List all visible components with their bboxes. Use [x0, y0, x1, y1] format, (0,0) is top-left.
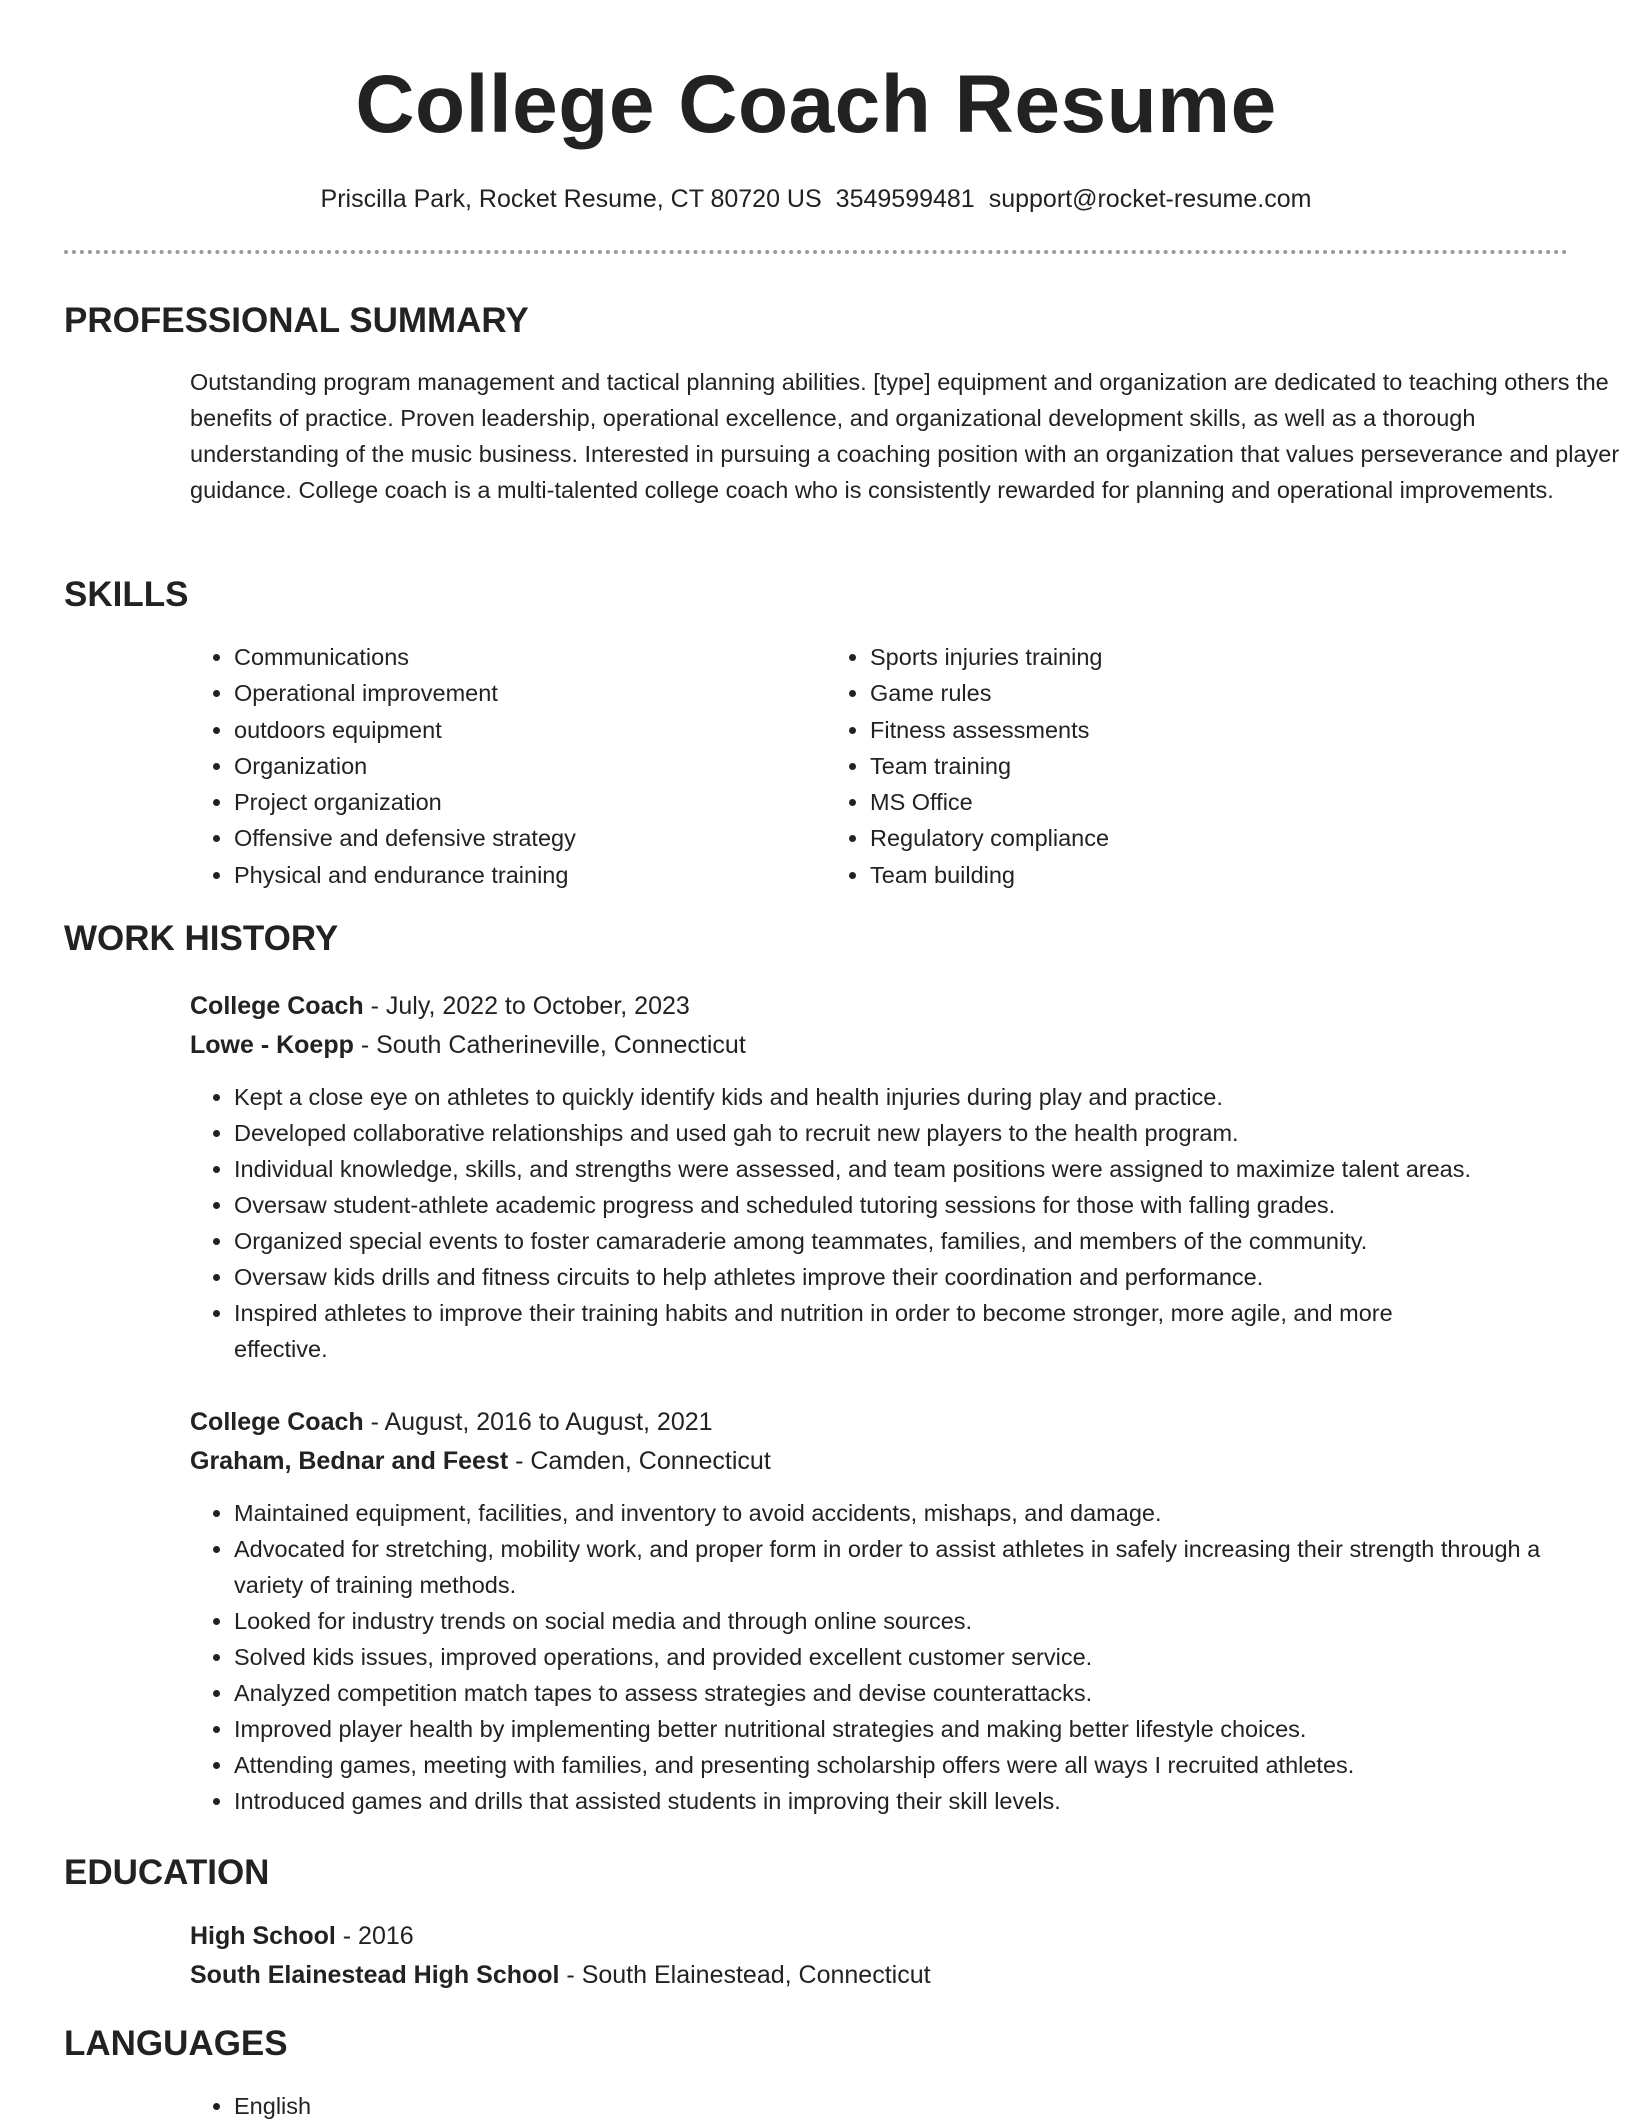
- contact-line: [64, 182, 1568, 216]
- work-history-heading: WORK HISTORY: [64, 919, 339, 958]
- skill-item: • outdoors equipment: [234, 712, 826, 748]
- job-bullet: • Developed collaborative relationships and used gah to recruit new players to the health program.: [234, 1115, 1568, 1151]
- contact-phone: 3549599481: [835, 185, 975, 213]
- job-bullet: • Maintained equipment, facilities, and inventory to avoid accidents, mishaps, and damage.: [234, 1495, 1568, 1531]
- languages-entry: [190, 2072, 1568, 2124]
- skill-item: • Team training: [870, 748, 1506, 784]
- header-divider: [64, 250, 1568, 254]
- job-location: - South Catherineville, Connecticut: [353, 1030, 746, 1059]
- resume-title: College Coach Resume: [355, 59, 1277, 150]
- language-item: • English: [234, 2088, 1568, 2124]
- job-entry: [190, 987, 1568, 1367]
- job-company: Lowe - Koepp: [190, 1030, 354, 1059]
- job-bullet: • Attending games, meeting with families, and presenting scholarship offers were all ways I recruited athletes.: [234, 1747, 1568, 1783]
- skill-item: • Sports injuries training: [870, 639, 1506, 675]
- job-bullets: [190, 1079, 1568, 1367]
- job-bullet: • Looked for industry trends on social media and through online sources.: [234, 1603, 1568, 1639]
- education-degree-line: [190, 1917, 1568, 1956]
- job-company-line: [190, 1026, 1568, 1065]
- summary-heading: PROFESSIONAL SUMMARY: [64, 301, 529, 340]
- job-title-line: [190, 987, 1568, 1026]
- skill-item: • Communications: [234, 639, 826, 675]
- job-bullet: • Oversaw kids drills and fitness circuits to help athletes improve their coordination and performance.: [234, 1259, 1568, 1295]
- skill-item: • Game rules: [870, 675, 1506, 711]
- job-bullet: • Individual knowledge, skills, and strengths were assessed, and team positions were assigned to maximize talent areas.: [234, 1151, 1568, 1187]
- education-entry: [190, 1917, 1568, 1994]
- job-title: College Coach: [190, 1408, 364, 1436]
- skill-item: • Organization: [234, 748, 826, 784]
- skills-column-left: [190, 639, 826, 893]
- job-company: Graham, Bednar and Feest: [190, 1446, 509, 1475]
- skill-item: • Physical and endurance training: [234, 857, 826, 893]
- job-bullet: • Kept a close eye on athletes to quickly identify kids and health injuries during play and practice.: [234, 1079, 1568, 1115]
- job-title-line: [190, 1403, 1568, 1442]
- job-bullet: • Organized special events to foster camaraderie among teammates, families, and members of the community.: [234, 1223, 1568, 1259]
- job-entry: [190, 1403, 1568, 1819]
- skill-item: • Team building: [870, 857, 1506, 893]
- skill-item: • Fitness assessments: [870, 712, 1506, 748]
- skill-item: • MS Office: [870, 784, 1506, 820]
- job-bullet: • Solved kids issues, improved operations, and provided excellent customer service.: [234, 1639, 1568, 1675]
- education-degree: High School: [190, 1922, 336, 1950]
- languages-list: [190, 2088, 1568, 2124]
- skill-item: • Operational improvement: [234, 675, 826, 711]
- job-dates: - July, 2022 to October, 2023: [363, 992, 690, 1020]
- education-school: South Elainestead High School: [190, 1960, 560, 1989]
- languages-heading: LANGUAGES: [64, 2024, 288, 2063]
- skill-item: • Offensive and defensive strategy: [234, 820, 826, 856]
- job-bullet: • Inspired athletes to improve their training habits and nutrition in order to become stronger, more agile, and more effective.: [234, 1295, 1568, 1367]
- job-bullet: • Analyzed competition match tapes to assess strategies and devise counterattacks.: [234, 1675, 1568, 1711]
- skills-list: [190, 639, 1568, 893]
- job-title: College Coach: [190, 992, 364, 1020]
- education-school-line: [190, 1956, 1568, 1995]
- job-bullet: • Advocated for stretching, mobility work, and proper form in order to assist athletes in safely increasing their strength through a variety of training methods.: [234, 1531, 1568, 1603]
- job-dates: - August, 2016 to August, 2021: [363, 1408, 713, 1436]
- job-company-line: [190, 1442, 1568, 1481]
- summary-text: Outstanding program management and tactical planning abilities. [type] equipment and organization are dedicated to teaching others the benefits of practice. Proven leadership, operational excellence, and organizational development skills, as well as a thorough understanding of the music business. Interested in pursuing a coaching position with an organization that values perseverance and player guidance. College coach is a multi-talented college coach who is consistently rewarded for planning and operational improvements.: [190, 369, 1620, 503]
- job-bullets: [190, 1495, 1568, 1819]
- job-location: - Camden, Connecticut: [508, 1446, 771, 1475]
- education-year: - 2016: [335, 1922, 414, 1950]
- job-bullet: • Oversaw student-athlete academic progress and scheduled tutoring sessions for those with falling grades.: [234, 1187, 1568, 1223]
- education-location: - South Elainestead, Connecticut: [559, 1960, 931, 1989]
- skills-heading: SKILLS: [64, 575, 189, 614]
- job-bullet: • Introduced games and drills that assisted students in improving their skill levels.: [234, 1783, 1568, 1819]
- skill-item: • Regulatory compliance: [870, 820, 1506, 856]
- education-heading: EDUCATION: [64, 1853, 270, 1892]
- job-bullet: • Improved player health by implementing better nutritional strategies and making better lifestyle choices.: [234, 1711, 1568, 1747]
- contact-address: Priscilla Park, Rocket Resume, CT 80720 US: [320, 185, 822, 213]
- contact-email: support@rocket-resume.com: [988, 185, 1312, 213]
- skills-column-right: [826, 639, 1506, 893]
- skill-item: • Project organization: [234, 784, 826, 820]
